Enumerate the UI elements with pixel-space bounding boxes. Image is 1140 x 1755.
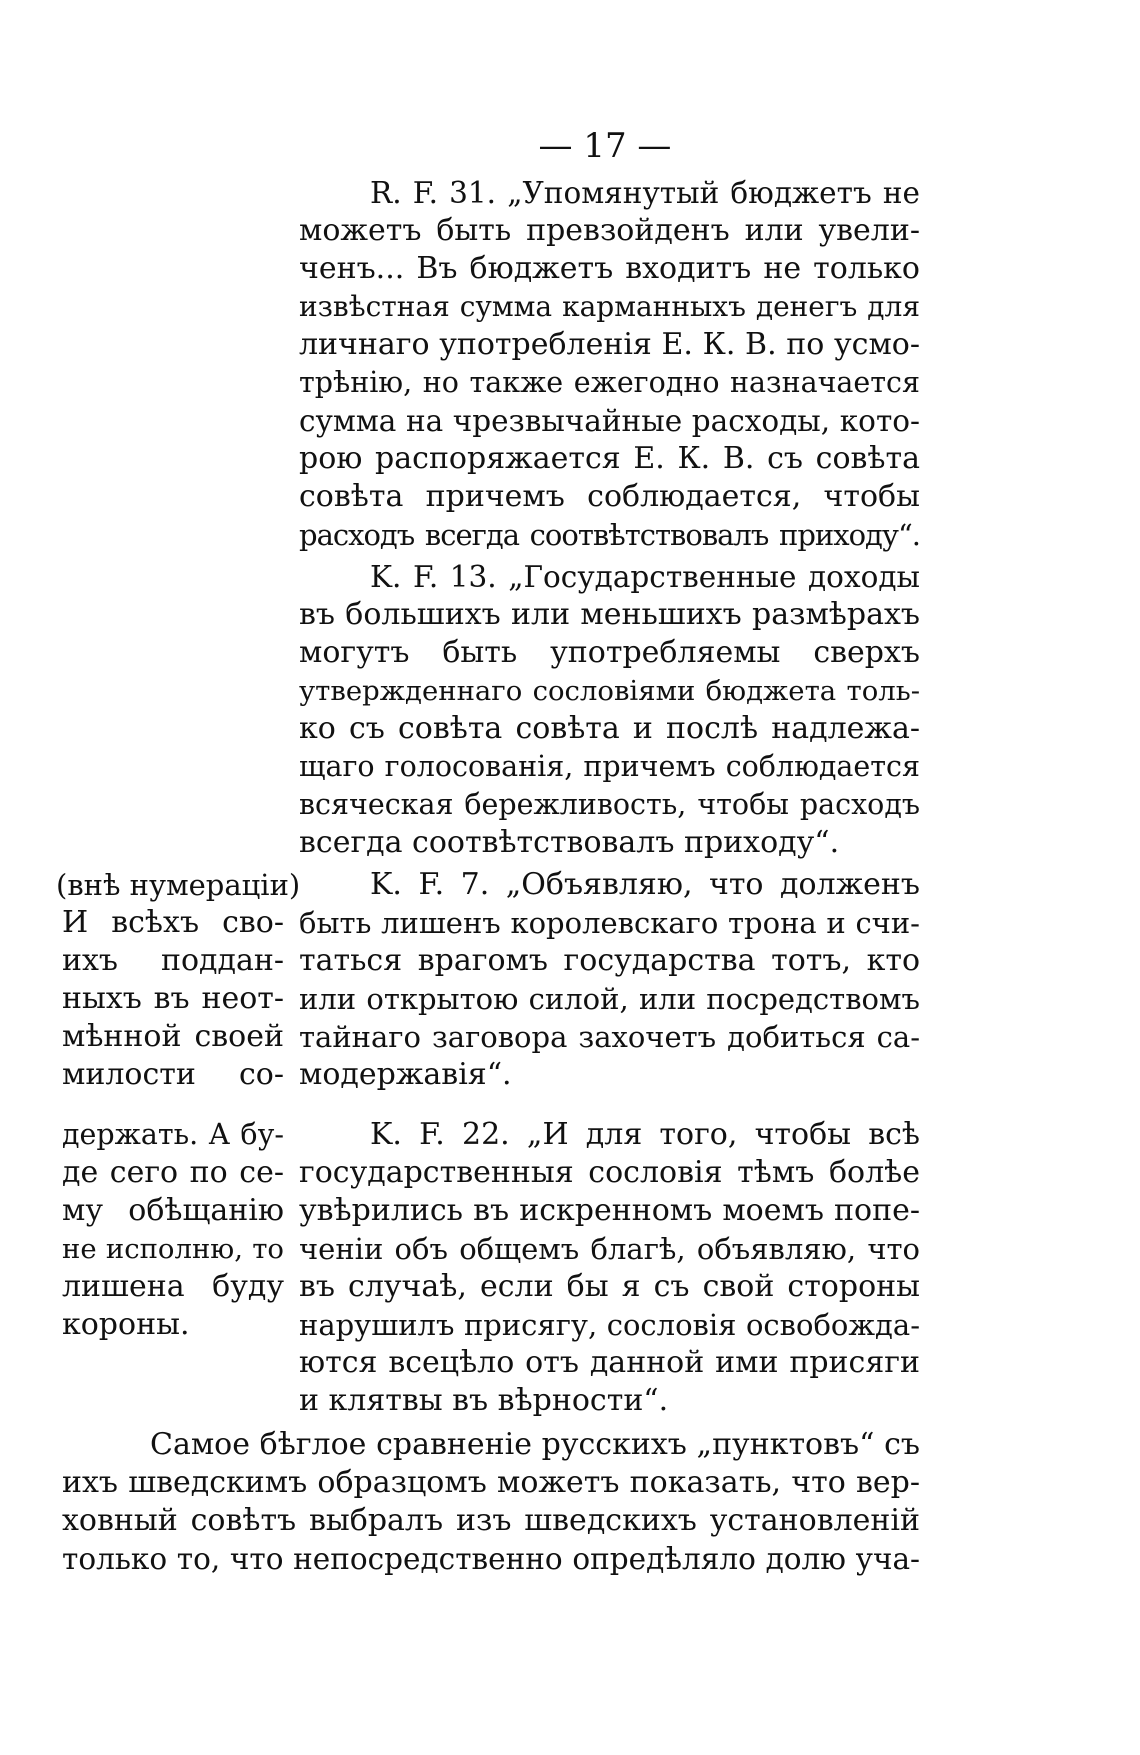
side-note-heading: (внѣ нумераціи) <box>56 868 301 902</box>
text-line: модержавія“. <box>299 1057 512 1092</box>
text-line: рою распоряжается Е. К. В. съ совѣта <box>299 441 920 476</box>
text-line: ихъ шведскимъ образцомъ можетъ показать, что вер- <box>62 1465 920 1500</box>
text-line: сумма на чрезвычайные расходы, кото- <box>299 404 920 438</box>
side-note-line: де сего по се- <box>62 1155 284 1190</box>
text-line: въ большихъ или меньшихъ размѣрахъ <box>299 597 920 632</box>
text-line: K. F. 13. „Государственные доходы <box>370 560 920 594</box>
text-line: можетъ быть превзойденъ или увели- <box>299 213 920 248</box>
page-number: — 17 — <box>538 126 672 166</box>
text-line: R. F. 31. „Упомянутый бюджетъ не <box>370 176 920 210</box>
text-line: личнаго употребленія Е. К. В. по усмо- <box>299 327 920 362</box>
text-line: быть лишенъ королевскаго трона и счи- <box>299 906 920 940</box>
side-note-line: ихъ поддан- <box>62 943 284 978</box>
text-line: таться врагомъ государства тотъ, кто <box>299 943 920 978</box>
text-line: извѣстная сумма карманныхъ денегъ для <box>299 290 920 323</box>
text-line: расходъ всегда соотвѣтствовалъ приходу“. <box>299 518 920 552</box>
text-line: всегда соотвѣтствовалъ приходу“. <box>299 825 840 860</box>
text-line: трѣнію, но также ежегодно назначается <box>299 366 920 399</box>
side-note-line: не исполню, то <box>62 1233 284 1265</box>
side-note-line: му обѣщанію <box>62 1193 284 1228</box>
text-line: ко съ совѣта совѣта и послѣ надлежа- <box>299 711 920 746</box>
side-note-line: милости со- <box>62 1057 284 1092</box>
text-line: ховный совѣтъ выбралъ изъ шведскихъ установленій <box>62 1503 920 1538</box>
side-note-line: держать. А бу- <box>62 1118 284 1151</box>
text-line: совѣта причемъ соблюдается, чтобы <box>299 479 920 514</box>
text-line: ются всецѣло отъ данной ими присяги <box>299 1345 920 1380</box>
text-line: и клятвы въ вѣрности“. <box>299 1383 669 1418</box>
side-note-line: мѣнной своей <box>62 1019 284 1054</box>
text-line: нарушилъ присягу, сословія освобожда- <box>299 1308 920 1342</box>
side-note-line: И всѣхъ сво- <box>62 905 284 940</box>
text-line: ченъ... Въ бюджетъ входитъ не только <box>299 251 920 286</box>
text-line: только то, что непосредственно опредѣляло долю уча- <box>62 1542 920 1576</box>
side-note-line: лишена буду <box>62 1269 284 1304</box>
side-note-line: короны. <box>62 1307 190 1342</box>
text-line: K. F. 7. „Объявляю, что долженъ <box>370 867 920 902</box>
text-line: въ случаѣ, если бы я съ свой стороны <box>299 1269 920 1304</box>
text-line: могутъ быть употребляемы сверхъ <box>299 635 920 670</box>
text-line: увѣрились въ искренномъ моемъ попе- <box>299 1193 920 1228</box>
text-line: K. F. 22. „И для того, чтобы всѣ <box>370 1117 920 1152</box>
text-line: утвержденнаго сословіями бюджета толь- <box>299 675 920 707</box>
text-line: всяческая бережливость, чтобы расходъ <box>299 788 920 821</box>
text-line: щаго голосованія, причемъ соблюдается <box>299 750 920 783</box>
text-line: государственныя сословія тѣмъ болѣе <box>299 1155 920 1190</box>
text-line: Самое бѣглое сравненіе русскихъ „пунктовъ“ съ <box>150 1427 920 1462</box>
text-line: тайнаго заговора захочетъ добиться са- <box>299 1020 920 1054</box>
side-note-line: ныхъ въ неот- <box>62 981 284 1016</box>
text-line: ченіи объ общемъ благѣ, объявляю, что <box>299 1232 920 1266</box>
text-line: или открытою силой, или посредствомъ <box>299 982 920 1016</box>
